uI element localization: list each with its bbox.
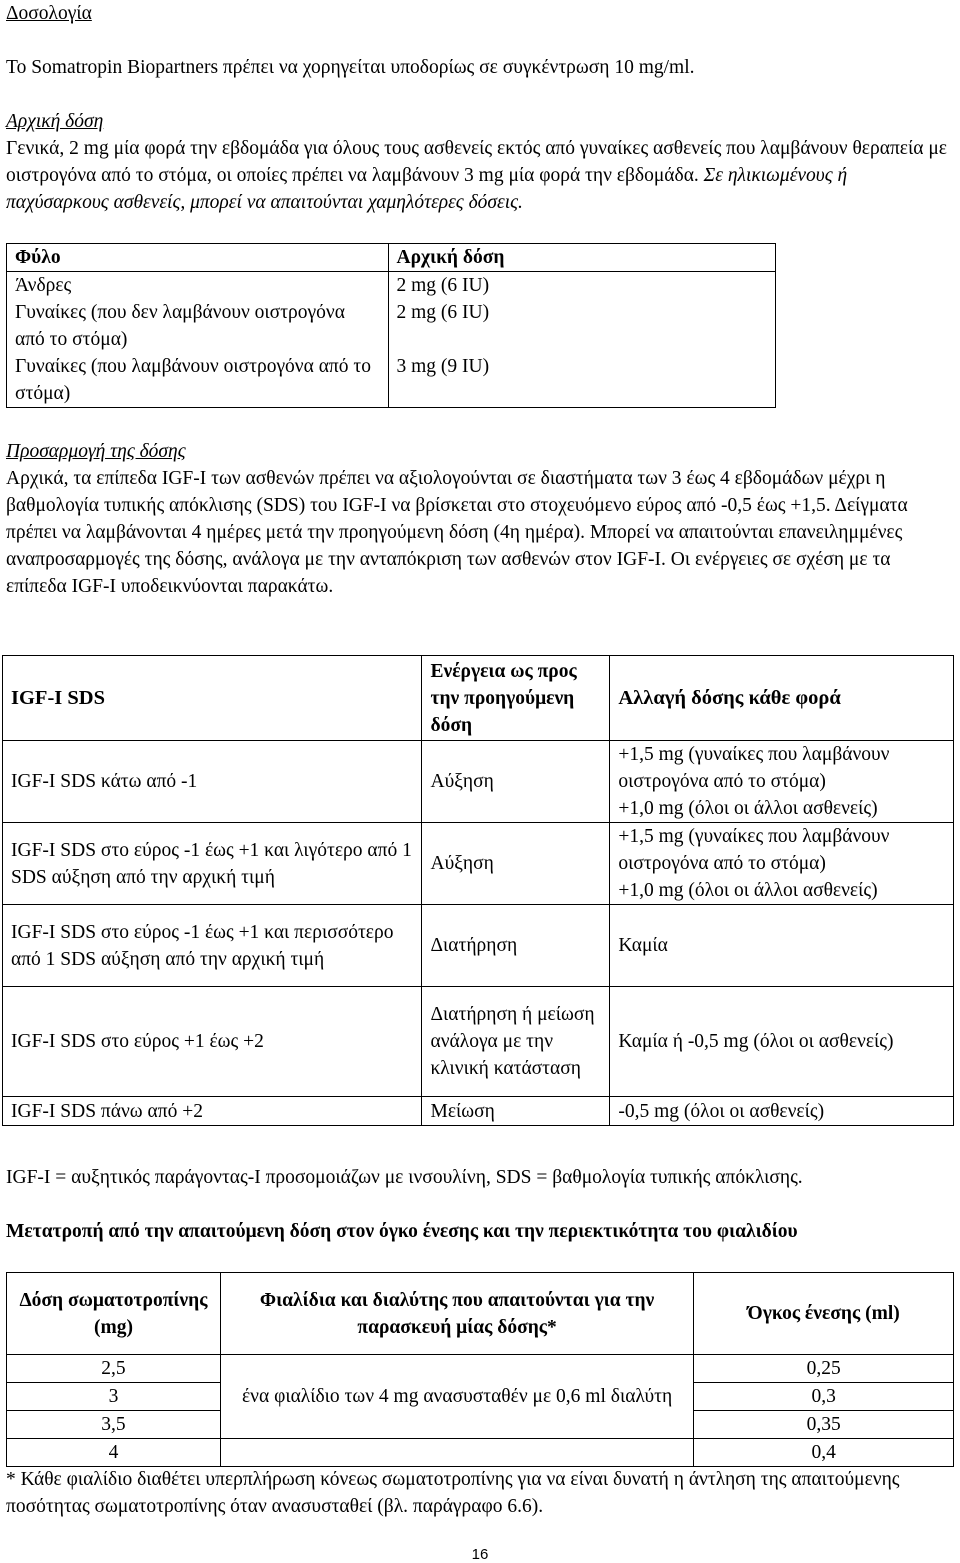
- table2-cell-change: [610, 741, 954, 823]
- table1-cell-sex: Γυναίκες (που λαμβάνουν οιστρογόνα από το στόμα): [7, 353, 389, 408]
- table3-cell-volume: 0,4: [694, 1439, 954, 1467]
- table2-cell-sds: IGF-I SDS πάνω από +2: [3, 1097, 422, 1126]
- table-row: [7, 1439, 954, 1467]
- table-row: [7, 272, 776, 300]
- table2-cell-change: Καμία ή -0,5 mg (όλοι οι ασθενείς): [610, 987, 954, 1097]
- change-line: +1,5 mg (γυναίκες που λαμβάνουν οιστρογόνα από το στόμα): [618, 744, 890, 792]
- table-row: [3, 905, 954, 987]
- conversion-table: [6, 1272, 954, 1467]
- table3-cell-vial-empty: [220, 1439, 693, 1467]
- table-row: [3, 987, 954, 1097]
- table-row: [3, 1097, 954, 1126]
- table2-cell-sds: IGF-I SDS κάτω από -1: [3, 741, 422, 823]
- table1-cell-dose: 2 mg (6 IU): [388, 272, 775, 300]
- table1-cell-dose: 2 mg (6 IU): [388, 299, 775, 353]
- change-line: +1,0 mg (όλοι οι άλλοι ασθενείς): [618, 880, 878, 901]
- table1-header-dose: Αρχική δόση: [388, 244, 775, 272]
- footnote: * Κάθε φιαλίδιο διαθέτει υπερπλήρωση κόνεως σωματοτροπίνης για να είναι δυνατή η άντληση της απαιτούμενης ποσότητας σωματοτροπίνης όταν ανασυσταθεί (βλ. παράγραφο 6.6).: [6, 1469, 900, 1517]
- table2-header-action: Ενέργεια ως προς την προηγούμενη δόση: [422, 656, 610, 741]
- table2-cell-action: Διατήρηση ή μείωση ανάλογα με την κλινική κατάσταση: [422, 987, 610, 1097]
- table2-cell-action: Αύξηση: [422, 741, 610, 823]
- table2-cell-sds: IGF-I SDS στο εύρος -1 έως +1 και περισσότερο από 1 SDS αύξηση από την αρχική τιμή: [3, 905, 422, 987]
- table2-cell-change: Καμία: [610, 905, 954, 987]
- table1-cell-sex: Γυναίκες (που δεν λαμβάνουν οιστρογόνα από το στόμα): [7, 299, 389, 353]
- table-row: [7, 299, 776, 353]
- initial-dose-text: Γενικά, 2 mg μία φορά την εβδομάδα για όλους τους ασθενείς εκτός από γυναίκες ασθενείς που λαμβάνουν θεραπεία με οιστρογόνα από το στόμα, οι οποίες πρέπει να λαμβάνουν 3 mg μία φορά την εβδομάδα.: [6, 138, 947, 186]
- table2-cell-change: -0,5 mg (όλοι οι ασθενείς): [610, 1097, 954, 1126]
- initial-dose-table: [6, 243, 776, 408]
- table2-header-change: Αλλαγή δόσης κάθε φορά: [610, 656, 954, 741]
- adjustment-title: Προσαρμογή της δόσης: [6, 441, 186, 462]
- table1-header-sex: Φύλο: [7, 244, 389, 272]
- table3-cell-vial: ένα φιαλίδιο των 4 mg ανασυσταθέν με 0,6 ml διαλύτη: [220, 1355, 693, 1439]
- table1-cell-sex: Άνδρες: [7, 272, 389, 300]
- dose-adjustment-table: [2, 655, 954, 1126]
- table2-cell-action: Μείωση: [422, 1097, 610, 1126]
- initial-dose-text-italic: Σε ηλικιωμένους ή παχύσαρκους ασθενείς, μπορεί να απαιτούνται χαμηλότερες δόσεις.: [6, 165, 848, 213]
- table3-cell-dose: 4: [7, 1439, 221, 1467]
- table2-cell-action: Αύξηση: [422, 823, 610, 905]
- page-number: 16: [471, 1546, 489, 1563]
- change-line: +1,5 mg (γυναίκες που λαμβάνουν οιστρογόνα από το στόμα): [618, 826, 890, 874]
- adjustment-paragraph: Αρχικά, τα επίπεδα IGF-I των ασθενών πρέπει να αξιολογούνται σε διαστήματα των 3 έως 4 εβδομάδων μέχρι η βαθμολογία τυπικής απόκλισης (SDS) του IGF-I να βρίσκεται στο στοχευόμενο εύρος από -0,5 έως +1,5. Δείγματα πρέπει να λαμβάνονται 4 ημέρες μετά την προηγούμενη δόση (4η ημέρα). Μπορεί να απαιτούνται επανειλημμένες αναπροσαρμογές της δόσης, ανάλογα με την ανταπόκριση των ασθενών στον IGF-I. Οι ενέργειες σε σχέση με τα επίπεδα IGF-I υποδεικνύονται παρακάτω.: [6, 468, 908, 597]
- table-row: [3, 823, 954, 905]
- table3-cell-dose: 3: [7, 1383, 221, 1411]
- table-row: [7, 353, 776, 408]
- table-row: [3, 741, 954, 823]
- change-line: +1,0 mg (όλοι οι άλλοι ασθενείς): [618, 798, 878, 819]
- table3-cell-volume: 0,35: [694, 1411, 954, 1439]
- table2-header-sds: IGF-I SDS: [3, 656, 422, 741]
- conversion-title: Μετατροπή από την απαιτούμενη δόση στον όγκο ένεσης και την περιεκτικότητα του φιαλιδίου: [6, 1221, 798, 1242]
- table2-cell-action: Διατήρηση: [422, 905, 610, 987]
- intro-paragraph: Το Somatropin Biopartners πρέπει να χορηγείται υποδορίως σε συγκέντρωση 10 mg/ml.: [6, 57, 695, 78]
- table-row: [7, 1355, 954, 1383]
- table3-cell-volume: 0,25: [694, 1355, 954, 1383]
- table3-header-dose: Δόση σωματοτροπίνης (mg): [7, 1273, 221, 1355]
- table3-cell-dose: 2,5: [7, 1355, 221, 1383]
- table1-cell-dose: 3 mg (9 IU): [388, 353, 775, 408]
- table3-header-vials: Φιαλίδια και διαλύτης που απαιτούνται για την παρασκευή μίας δόσης*: [220, 1273, 693, 1355]
- table3-cell-dose: 3,5: [7, 1411, 221, 1439]
- table2-cell-change: [610, 823, 954, 905]
- table2-cell-sds: IGF-I SDS στο εύρος -1 έως +1 και λιγότερο από 1 SDS αύξηση από την αρχική τιμή: [3, 823, 422, 905]
- table3-header-volume: Όγκος ένεσης (ml): [694, 1273, 954, 1355]
- abbreviations-note: IGF-I = αυξητικός παράγοντας-I προσομοιάζων με ινσουλίνη, SDS = βαθμολογία τυπικής απόκλισης.: [6, 1167, 803, 1188]
- table2-cell-sds: IGF-I SDS στο εύρος +1 έως +2: [3, 987, 422, 1097]
- initial-dose-paragraph: [6, 135, 954, 216]
- initial-dose-title: Αρχική δόση: [6, 111, 104, 132]
- table3-cell-volume: 0,3: [694, 1383, 954, 1411]
- section-heading: Δοσολογία: [6, 3, 92, 24]
